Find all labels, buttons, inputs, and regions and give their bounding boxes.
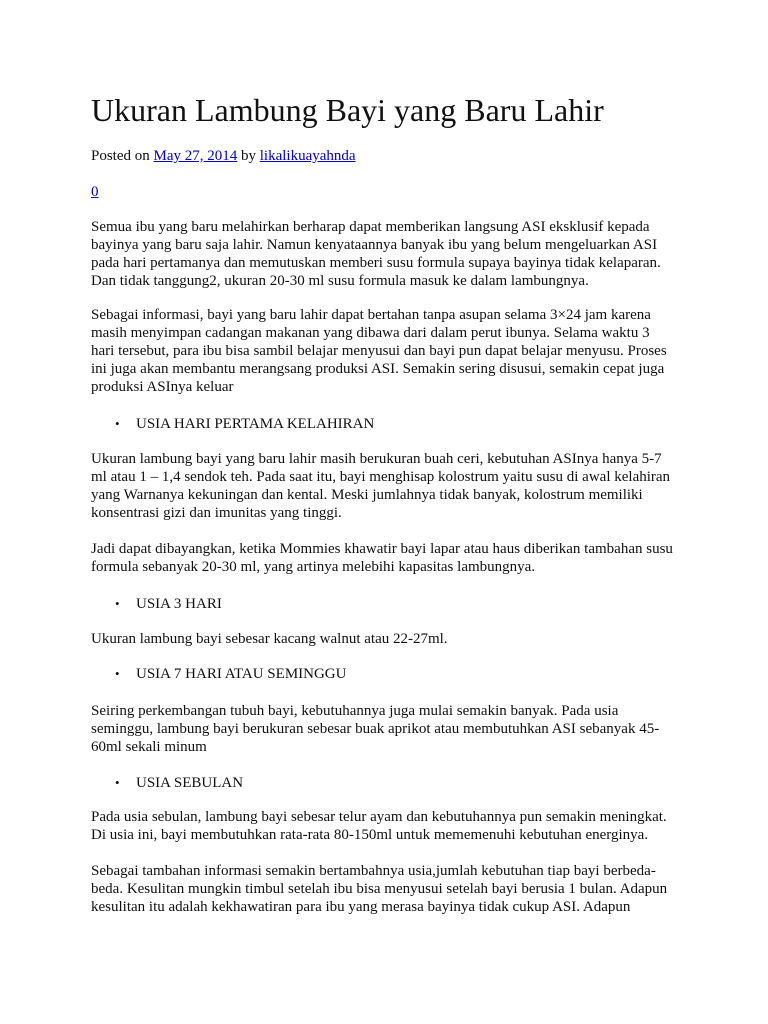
paragraph-line: bayinya yang baru saja lahir. Namun kenyataannya banyak ibu yang belum mengeluarkan ASI <box>91 237 658 253</box>
paragraph-line: masih menyimpan cadangan makanan yang dibawa dari dalam perut ibunya. Selama waktu 3 <box>91 325 650 341</box>
comments-link[interactable]: 0 <box>91 184 99 200</box>
list-item <box>115 773 243 793</box>
paragraph-line: Sebagai tambahan informasi semakin bertambahnya usia,jumlah kebutuhan tiap bayi berbeda- <box>91 863 656 879</box>
paragraph-one-month <box>91 808 691 844</box>
paragraph-line: Semua ibu yang baru melahirkan berharap dapat memberikan langsung ASI eksklusif kepada <box>91 219 650 235</box>
paragraph-line: produksi ASInya keluar <box>91 379 234 395</box>
paragraph-three-days <box>91 630 691 648</box>
comments-count <box>91 182 99 202</box>
paragraph-line: konsentrasi gizi dan imunitas yang tinggi. <box>91 505 342 521</box>
bullet-icon: • <box>115 666 120 681</box>
paragraph-line: formula sebanyak 20-30 ml, yang artinya melebihi kapasitas lambungnya. <box>91 559 536 575</box>
paragraph-line: kesulitan itu adalah kekhawatiran para ibu yang merasa bayinya tidak cukup ASI. Adapun <box>91 899 631 915</box>
bullet-icon: • <box>115 775 120 790</box>
list-item-label: USIA HARI PERTAMA KELAHIRAN <box>136 416 375 432</box>
list-item <box>115 664 346 684</box>
paragraph-line: 60ml sekali minum <box>91 739 207 755</box>
bullet-icon: • <box>115 416 120 431</box>
paragraph-line: Dan tidak tanggung2, ukuran 20-30 ml susu formula masuk ke dalam lambungnya. <box>91 273 589 289</box>
list-item-label: USIA 3 HARI <box>136 596 222 612</box>
paragraph-line: seminggu, lambung bayi berukuran sebesar buak aprikot atau membutuhkan ASI sebanyak 45- <box>91 721 660 737</box>
paragraph-line: ml atau 1 – 1,4 sendok teh. Pada saat itu, bayi menghisap kolostrum yaitu susu di awal kelahiran <box>91 469 671 485</box>
paragraph-line: hari tersebut, para ibu bisa sambil belajar menyusui dan bayi pun dapat belajar menyusu. Proses <box>91 343 667 359</box>
article-title: Ukuran Lambung Bayi yang Baru Lahir <box>91 92 604 128</box>
paragraph-formula <box>91 540 691 576</box>
paragraph-info <box>91 306 691 396</box>
list-item <box>115 594 222 614</box>
paragraph-line: Ukuran lambung bayi yang baru lahir masih berukuran buah ceri, kebutuhan ASInya hanya 5-7 <box>91 451 662 467</box>
paragraph-line: Seiring perkembangan tubuh bayi, kebutuhannya juga mulai semakin banyak. Pada usia <box>91 703 619 719</box>
author-link[interactable]: likalikuayahnda <box>259 148 356 164</box>
paragraph-line: Jadi dapat dibayangkan, ketika Mommies khawatir bayi lapar atau haus diberikan tambahan susu <box>91 541 673 557</box>
paragraph-line: Di usia ini, bayi membutuhkan rata-rata 80-150ml untuk mememenuhi kebutuhan energinya. <box>91 827 649 843</box>
paragraph-line: Sebagai informasi, bayi yang baru lahir dapat bertahan tanpa asupan selama 3×24 jam karena <box>91 307 651 323</box>
paragraph-line: Pada usia sebulan, lambung bayi sebesar telur ayam dan kebutuhannya pun semakin meningkat. <box>91 809 667 825</box>
paragraph-one-week <box>91 702 691 756</box>
paragraph-line: Ukuran lambung bayi sebesar kacang walnut atau 22-27ml. <box>91 631 448 647</box>
post-date-link[interactable]: May 27, 2014 <box>153 148 238 164</box>
list-item-label: USIA SEBULAN <box>136 775 244 791</box>
paragraph-line: pada hari pertamanya dan memutuskan memberi susu formula supaya bayinya tidak kelaparan. <box>91 255 661 271</box>
paragraph-line: ini juga akan membantu merangsang produksi ASI. Semakin sering disusui, semakin cepat juga <box>91 361 665 377</box>
bullet-icon: • <box>115 596 120 611</box>
paragraph-additional-info <box>91 862 691 916</box>
list-item <box>115 414 374 434</box>
by-label: by <box>241 148 257 164</box>
posted-on-label: Posted on <box>91 148 150 164</box>
paragraph-intro <box>91 218 691 290</box>
post-meta <box>91 146 356 166</box>
paragraph-line: beda. Kesulitan mungkin timbul setelah ibu bisa menyusui setelah bayi berusia 1 bulan. Adapun <box>91 881 668 897</box>
list-item-label: USIA 7 HARI ATAU SEMINGGU <box>136 666 347 682</box>
paragraph-line: yang Warnanya kekuningan dan kental. Meski jumlahnya tidak banyak, kolostrum memiliki <box>91 487 643 503</box>
paragraph-first-day <box>91 450 691 522</box>
